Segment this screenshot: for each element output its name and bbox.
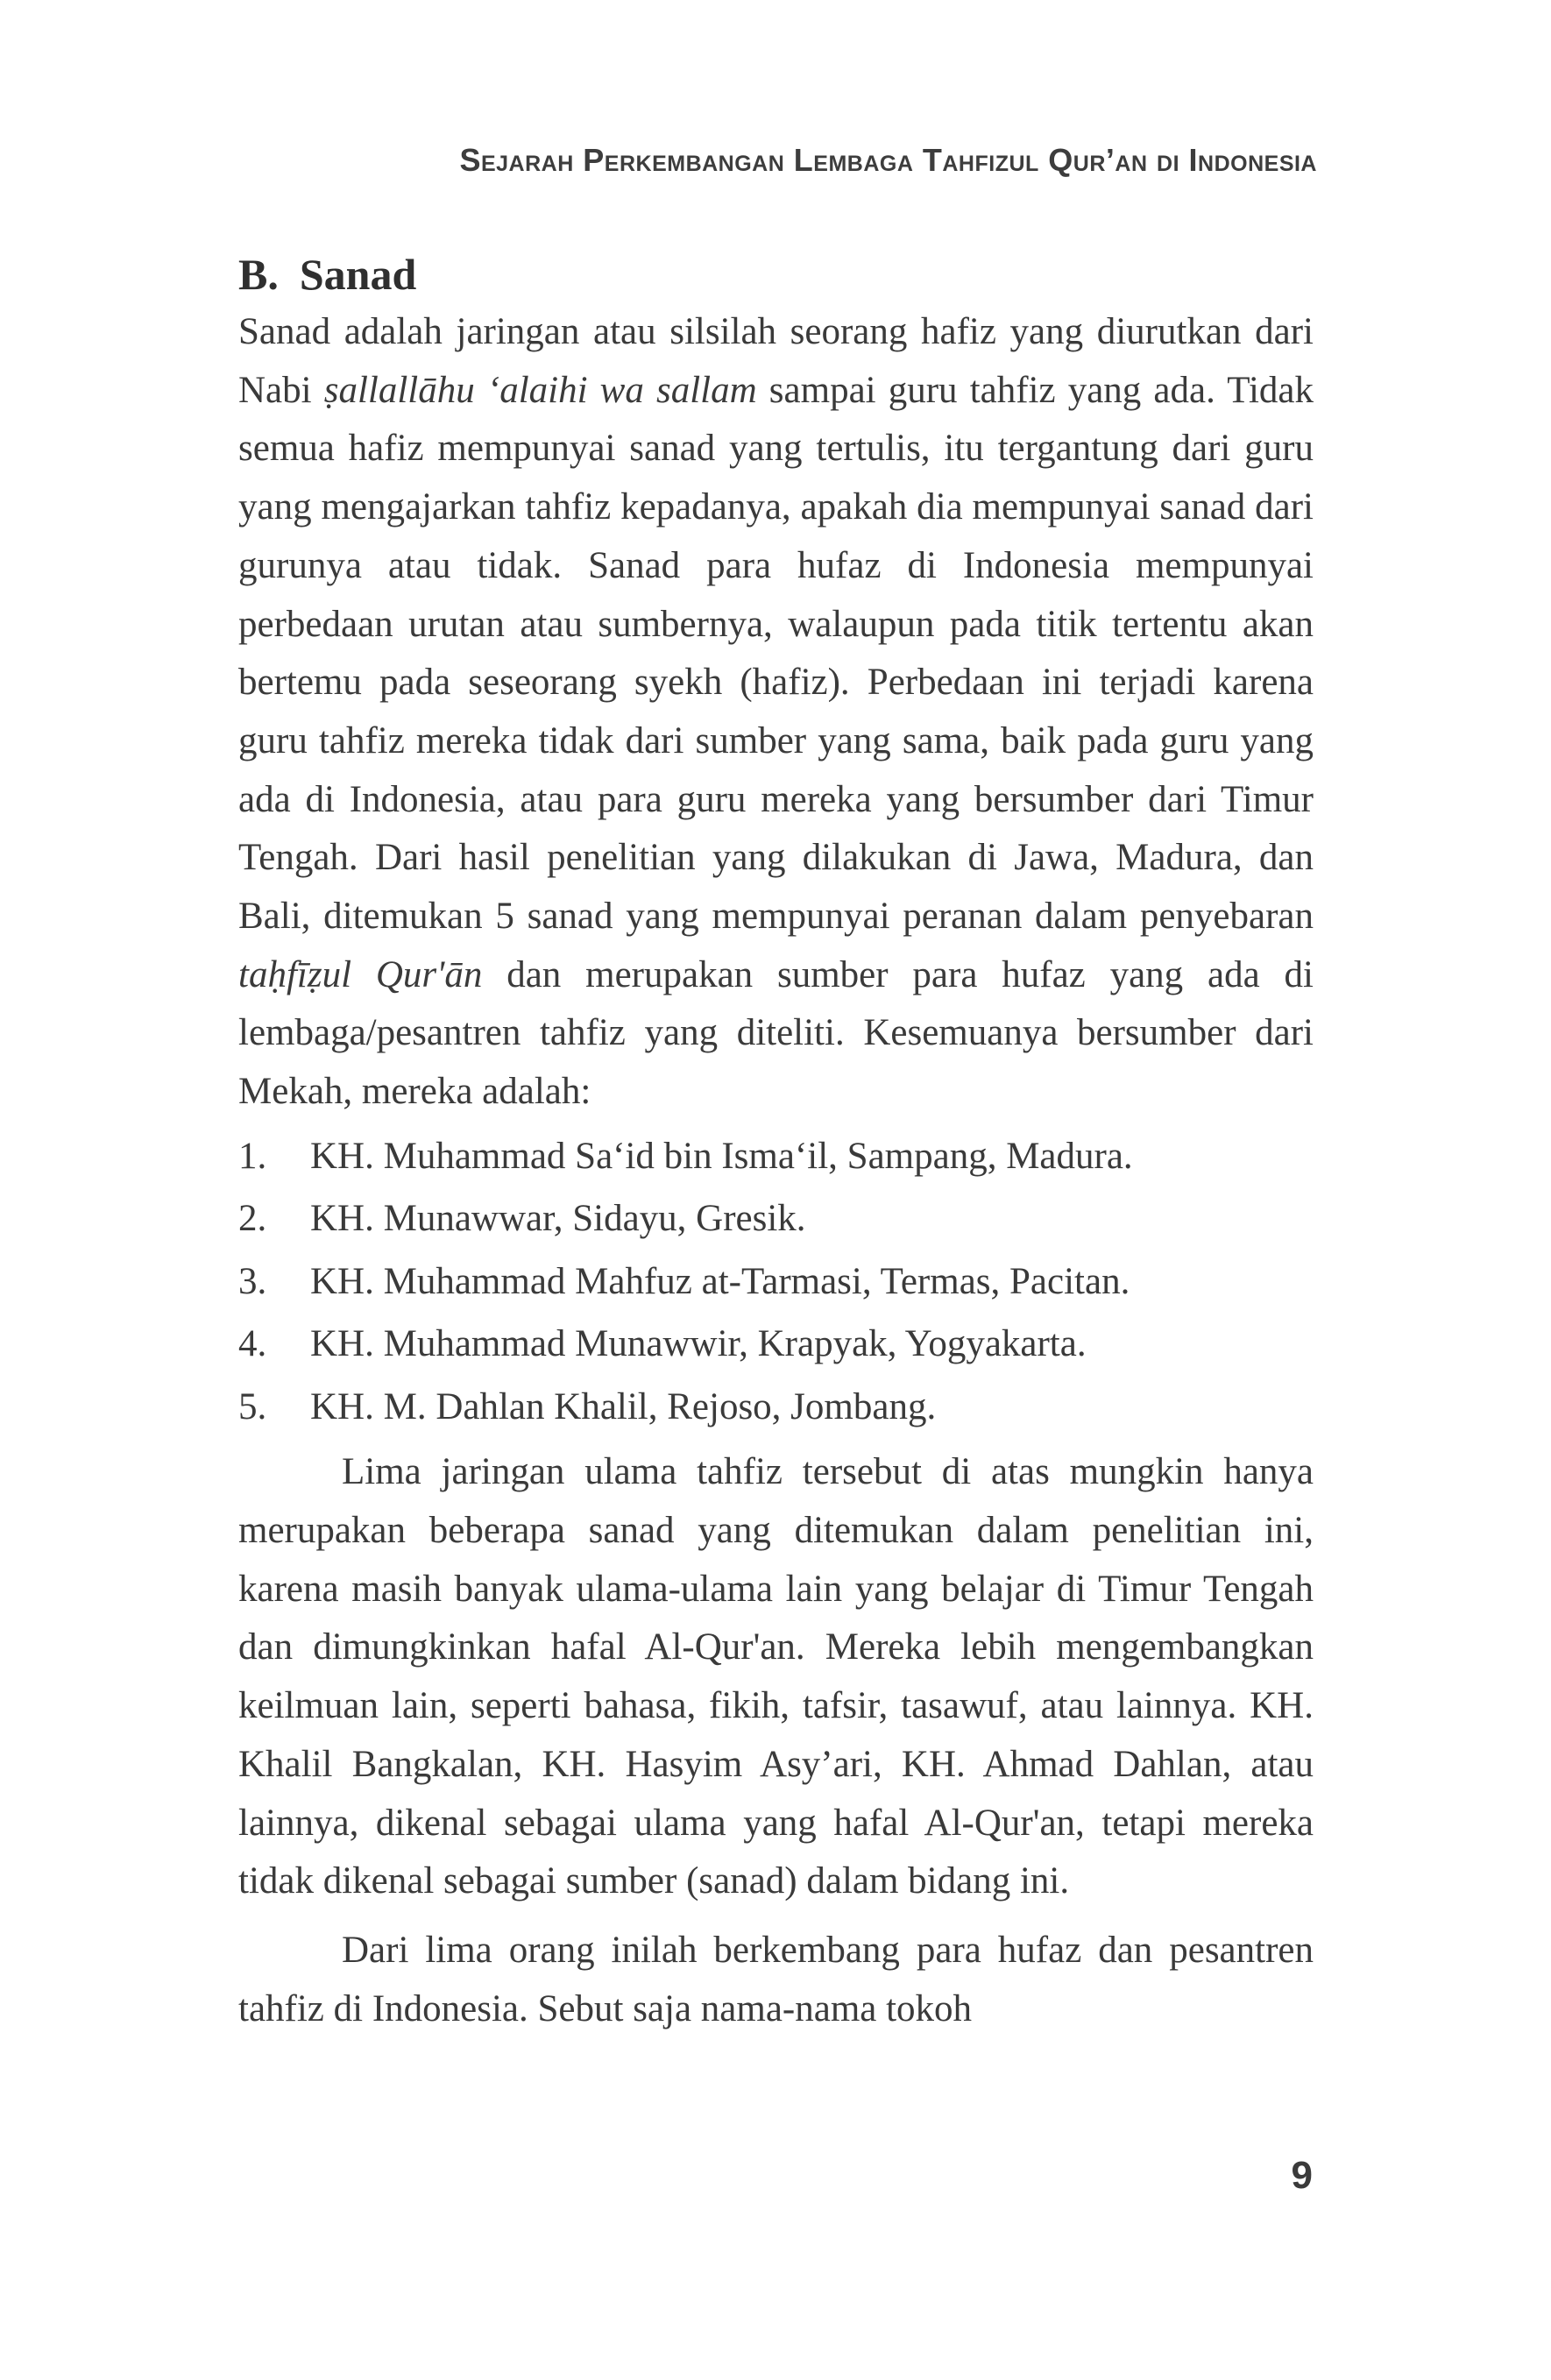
list-item (238, 1250, 1314, 1314)
sanad-list (238, 1125, 1314, 1439)
paragraph-1-italic-1: ṣallallāhu ‘alaihi wa sallam (323, 369, 757, 411)
section-heading (238, 245, 1314, 303)
paragraph-1 (238, 303, 1314, 1122)
list-item-number: 3. (238, 1260, 267, 1302)
paragraph-3: Dari lima orang inilah berkembang para hufaz dan pesantren tahfiz di Indonesia. Sebut saja nama-nama tokoh (238, 1929, 1314, 2029)
list-item-text: KH. Munawwar, Sidayu, Gresik. (310, 1198, 806, 1240)
section-number: B. (238, 250, 279, 299)
list-item-text: KH. M. Dahlan Khalil, Rejoso, Jombang. (310, 1385, 937, 1427)
list-item-number: 2. (238, 1198, 267, 1240)
list-item (238, 1376, 1314, 1439)
list-item-number: 5. (238, 1385, 267, 1427)
paragraph-2: Lima jaringan ulama tahfiz tersebut di atas mungkin hanya merupakan beberapa sanad yang ditemukan dalam penelitian ini, karena masih banyak ulama-ulama lain yang belajar di Timur Tengah dan dimungkinkan hafal Al-Qur'an. Mereka lebih mengembangkan keilmuan lain, seperti bahasa, fikih, tafsir, tasawuf, atau lainnya. KH. Khalil Bangkalan, KH. Hasyim Asy’ari, KH. Ahmad Dahlan, atau lainnya, dikenal sebagai ulama yang hafal Al-Qur'an, tetapi mereka tidak dikenal sebagai sumber (sanad) dalam bidang ini. (238, 1451, 1314, 1902)
list-item-text: KH. Muhammad Mahfuz at-Tarmasi, Termas, Pacitan. (310, 1260, 1130, 1302)
paragraph-1-italic-2: taḥfīẓul Qur'ān (238, 953, 483, 995)
list-item-number: 1. (238, 1135, 267, 1177)
page-number: 9 (1291, 2154, 1313, 2197)
list-item-text: KH. Muhammad Munawwir, Krapyak, Yogyakarta. (310, 1323, 1087, 1365)
list-item (238, 1125, 1314, 1188)
list-item-number: 4. (238, 1323, 267, 1365)
paragraph-1-part-3: dan merupakan sumber para hufaz yang ada di lembaga/pesantren tahfiz yang diteliti. Kesemuanya bersumber dari Mekah, mereka adalah: (238, 953, 1314, 1113)
list-item (238, 1187, 1314, 1250)
paragraph-1-part-2: sampai guru tahfiz yang ada. Tidak semua hafiz mempunyai sanad yang tertulis, itu tergantung dari guru yang mengajarkan tahfiz kepadanya, apakah dia mempunyai sanad dari gurunya atau tidak. Sanad para hufaz di Indonesia mempunyai perbedaan urutan atau sumbernya, walaupun pada titik tertentu akan bertemu pada seseorang syekh (hafiz). Perbedaan ini terjadi karena guru tahfiz mereka tidak dari sumber yang sama, baik pada guru yang ada di Indonesia, atau para guru mereka yang bersumber dari Timur Tengah. Dari hasil penelitian yang dilakukan di Jawa, Madura, dan Bali, ditemukan 5 sanad yang mempunyai peranan dalam penyebaran (238, 369, 1314, 938)
body-text (238, 245, 1314, 2038)
list-item-text: KH. Muhammad Sa‘id bin Isma‘il, Sampang, Madura. (310, 1135, 1133, 1177)
running-header: Sejarah Perkembangan Lembaga Tahfizul Qur’an di Indonesia (459, 142, 1317, 178)
section-title: Sanad (299, 250, 417, 299)
paragraph-1-part-1: Sanad adalah jaringan atau silsilah seorang hafiz yang diurutkan dari Nabi (238, 311, 1314, 411)
list-item (238, 1313, 1314, 1376)
